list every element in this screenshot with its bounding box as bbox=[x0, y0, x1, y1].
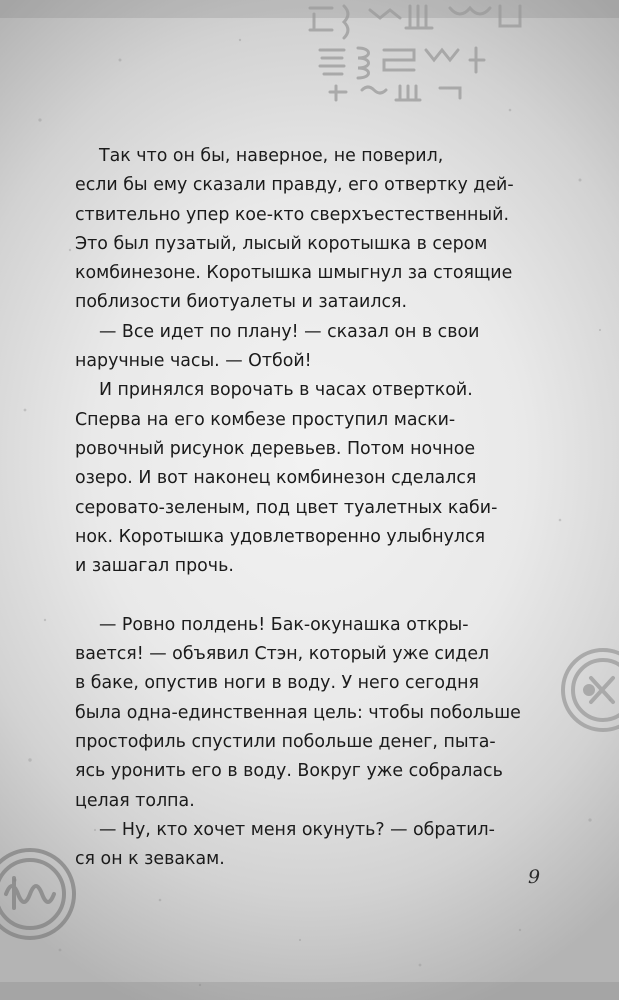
text-line: ствительно упер кое-кто сверхъестественный. bbox=[75, 204, 509, 225]
text-line: поблизости биотуалеты и затаился. bbox=[75, 292, 408, 313]
text-line: Сперва на его комбезе проступил маски- bbox=[75, 409, 456, 430]
text-line: комбинезоне. Коротышка шмыгнул за стоящие bbox=[75, 263, 513, 284]
text-line: в баке, опустив ноги в воду. У него сегодня bbox=[75, 673, 479, 694]
section-break bbox=[99, 581, 489, 610]
text-line: Так что он бы, наверное, не поверил, bbox=[99, 146, 444, 166]
text-line: и зашагал прочь. bbox=[75, 556, 234, 577]
text-line: нок. Коротышка удовлетворенно улыбнулся bbox=[75, 526, 486, 547]
text-line: — Ровно полдень! Бак-окунашка откры- bbox=[99, 614, 469, 635]
text-line: ся он к зевакам. bbox=[75, 849, 225, 870]
text-line: серовато-зеленым, под цвет туалетных каби- bbox=[75, 497, 498, 518]
text-line: наручные часы. — Отбой! bbox=[75, 351, 312, 372]
text-line: — Все идет по плану! — сказал он в свои bbox=[99, 321, 480, 342]
text-line: озеро. И вот наконец комбинезон сделался bbox=[75, 468, 477, 489]
text-line: ясь уронить его в воду. Вокруг уже собралась bbox=[75, 761, 503, 782]
text-line: если бы ему сказали правду, его отвертку дей- bbox=[75, 175, 514, 196]
cipher-circle-icon bbox=[551, 640, 619, 740]
text-line: целая толпа. bbox=[75, 790, 195, 811]
text-line: простофиль спустили побольше денег, пыта- bbox=[75, 731, 496, 752]
text-line: Это был пузатый, лысый коротышка в сером bbox=[75, 233, 488, 254]
text-line: — Ну, кто хочет меня окунуть? — обратил- bbox=[99, 819, 495, 840]
text-line: И принялся ворочать в часах отверткой. bbox=[99, 380, 473, 401]
page-number: 9 bbox=[528, 866, 541, 888]
text-line: была одна-единственная цель: чтобы побольше bbox=[75, 702, 521, 723]
text-line: вается! — объявил Стэн, который уже сидел bbox=[75, 644, 490, 665]
cipher-glyphs-icon bbox=[300, 0, 550, 110]
story-text bbox=[75, 142, 521, 874]
text-line: ровочный рисунок деревьев. Потом ночное bbox=[75, 438, 476, 459]
